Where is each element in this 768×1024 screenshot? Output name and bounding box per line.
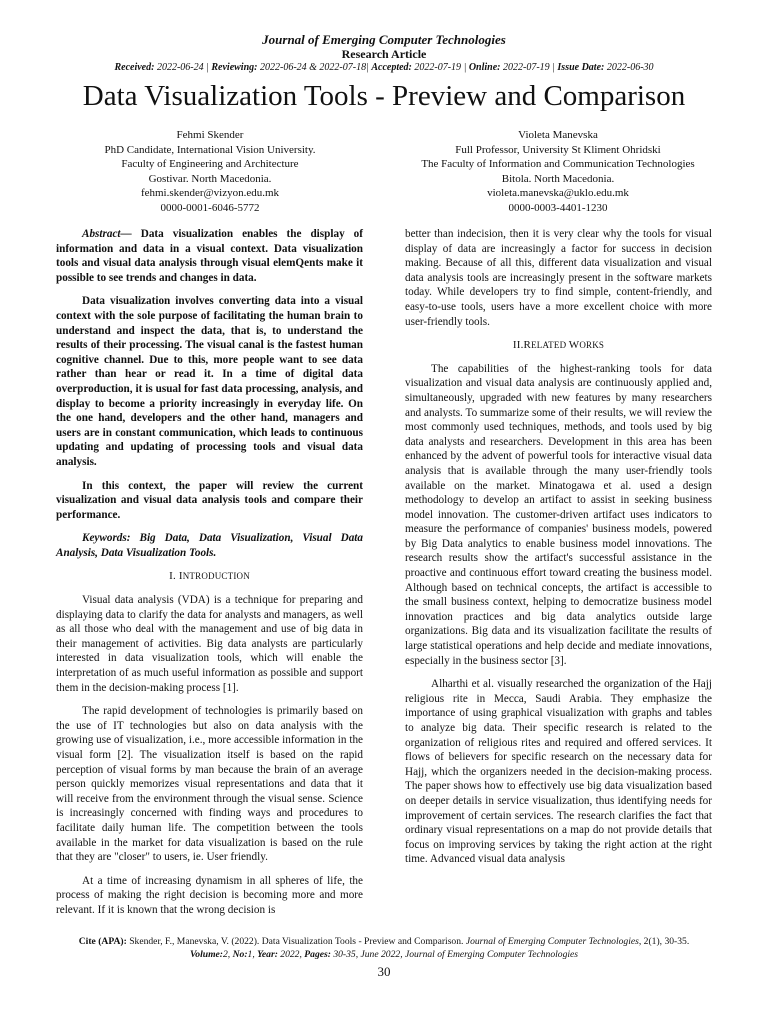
reviewing-label: Reviewing: <box>211 62 258 73</box>
article-dates <box>0 62 768 73</box>
section-number: II.R <box>512 339 532 352</box>
year-value: 2022, <box>277 949 305 960</box>
volume-value: 2, <box>223 949 233 960</box>
date-separator: | <box>463 62 467 73</box>
citation-line <box>0 936 768 947</box>
section-title: NTRODUCTION <box>182 571 250 582</box>
section-title: W <box>568 339 580 352</box>
date-separator: | <box>206 62 209 73</box>
left-column <box>56 227 363 927</box>
author-email: fehmi.skender@vizyon.edu.mk <box>140 187 280 199</box>
author-block-1 <box>45 128 375 215</box>
cite-text: Skender, F., Manevska, V. (2022). Data Visualization Tools - Preview and Comparison. <box>126 936 466 947</box>
cite-label: Cite (APA): <box>78 936 127 947</box>
footer-journal: Journal of Emerging Computer Technologies <box>405 949 579 960</box>
issue-label: Issue Date: <box>557 62 605 73</box>
author-location: Bitola. North Macedonia. <box>501 172 615 185</box>
abstract-lead: Abstract— <box>82 228 132 240</box>
author-faculty: Faculty of Engineering and Architecture <box>121 158 299 170</box>
issue-date: 2022-06-30 <box>606 62 654 73</box>
reviewing-date: 2022-06-24 & 2022-07-18 <box>259 62 367 73</box>
author-orcid: 0000-0003-4401-1230 <box>508 201 608 214</box>
author-email: violeta.manevska@uklo.edu.mk <box>487 187 629 199</box>
section-number: I. I <box>169 570 183 583</box>
abstract-paragraph <box>56 227 363 285</box>
body-paragraph: The rapid development of technologies is primarily based on the use of IT technologies but also on data analysis with the growing use of visualization, i.e., more accessible information in the visual form [2]. The visualization itself is based on the rapid perception of visual forms by man because the brain of an average person quickly memorizes visual representations and data that it will receive from the environment through the visual sense. Science is increasingly concerned with finding ways and procedures to facilitate daily human life. The competition between the tools available in the market for data visualization is based on the rule that they are "closer" to users, ie. User friendly. <box>56 705 363 864</box>
author-name: Fehmi Skender <box>176 129 244 141</box>
body-paragraph: The capabilities of the highest-ranking tools for data visualization and visual data analysis are continuously applied and, simultaneously, upgraded with new features by many researchers and analysts. To summarize some of their results, we will review the most commonly used techniques, methods, and tools used by big data analysts and researchers. Development in this area has been enhanced by the advent of powerful tools for interactive visual data analysis that is available through the many user-friendly tools available on the market. Minatogawa et al. used a design methodology to develop an artifact to assist in seeking business model innovation. The customer-driven artifact uses indicators to measure the performance of companies' business models, powered by Big Data analytics to enable business model innovations. The research results show the artifact's successful assistance in the proactive and continuous effort toward creating the business model. Although based on technical concepts, the artifact is accessible to the small business context, helping to democratize business model innovation practices and big data analytics outside large organizations. Big data and its visualization facilitate the results of large statistical operations and help decide and mediate innovations, especially in the business sector [3]. <box>405 362 712 667</box>
accepted-label: Accepted: <box>371 62 412 73</box>
pages-value: 30-35, June 2022, <box>330 949 405 960</box>
keywords: Keywords: Big Data, Data Visualization, Visual Data Analysis, Data Visualization Tools. <box>56 532 363 559</box>
body-paragraph: better than indecision, then it is very clear why the tools for visual display of data are increasingly a factor for success in decision making. Because of all this, different data visualization and visual data analysis tools are increasingly present in the software markets today. While developers try to find simple, content-friendly, and easy-to-use tools, users have a more excellent choice with more user-friendly tools. <box>405 228 712 328</box>
cite-journal: Journal of Emerging Computer Technologies <box>465 936 639 947</box>
abstract-paragraph-2: Data visualization involves converting data into a visual context with the sole purpose of facilitating the human brain to understand and inspect the data, that is, to understand the results of their processing. The visual canal is the fastest human cognitive channel. Due to this, more people want to see data rather than hear or read it. In a time of digital data overproduction, it is usual for fast data processing, analysis, and display to become a priority increasingly in everyday life. On the one hand, developers and the other hand, managers and users are in constant communication, which leads to continuous updating and updating of processing tools and visual data analysis. <box>56 295 363 468</box>
number-value: 1, <box>247 949 258 960</box>
year-label: Year: <box>257 949 278 960</box>
abstract-paragraph-3: In this context, the paper will review the current visualization and visual data analysis tools and compare their performance. <box>56 479 363 521</box>
abstract-text: Data visualization enables the display of information and data in a visual context. Data visualization tools and visual data analysis through visual elemQents make it possible to see trends and changes in data. <box>56 228 363 284</box>
date-separator: | <box>366 62 369 73</box>
author-faculty: The Faculty of Information and Communication Technologies <box>421 158 695 170</box>
page-number: 30 <box>377 964 391 979</box>
author-position: Full Professor, University St Kliment Ohridski <box>455 143 661 156</box>
right-column <box>405 227 712 876</box>
date-separator: | <box>552 62 555 73</box>
journal-name: Journal of Emerging Computer Technologies <box>262 32 506 47</box>
author-name: Violeta Manevska <box>518 129 598 141</box>
volume-label: Volume: <box>189 949 223 960</box>
author-position: PhD Candidate, International Vision University. <box>104 143 316 156</box>
cite-tail: , 2(1), 30-35. <box>638 936 690 947</box>
author-location: Gostivar. North Macedonia. <box>148 172 272 185</box>
received-date: 2022-06-24 <box>156 62 204 73</box>
pages-label: Pages: <box>304 949 331 960</box>
received-label: Received: <box>114 62 155 73</box>
volume-line <box>0 949 768 960</box>
author-orcid: 0000-0001-6046-5772 <box>160 201 260 214</box>
section-title: ORKS <box>579 340 605 351</box>
body-paragraph: At a time of increasing dynamism in all spheres of life, the process of making the right decision is becoming more and more relevant. If it is known that the wrong decision is <box>56 874 363 916</box>
article-type: Research Article <box>341 47 427 61</box>
accepted-date: 2022-07-19 <box>414 62 462 73</box>
author-block-2 <box>393 128 723 215</box>
body-paragraph: Visual data analysis (VDA) is a technique for preparing and displaying data to clarify the data for analysts and managers, as well as all those who deal with the management and use of big data in their management of activities. Big data analysts are particularly interested in data visualization tools, which will enable the interpretation of as much useful information as possible and support them in the decision-making process [1]. <box>56 594 363 694</box>
section-title: ELATED <box>531 340 569 351</box>
number-label: No: <box>232 949 248 960</box>
online-label: Online: <box>468 62 501 73</box>
body-paragraph: Alharthi et al. visually researched the organization of the Hajj religious rite in Mecca, Saudi Arabia. They emphasize the importance of using graphical visualization with graphs and tables to analyze big data. Their specific research is related to the organization of religious rites and required and offered services. It flows of believers for specific research on the necessary data for Hajj, which the organizers needed in the decision-making process. The paper shows how to effectively use big data visualization based on deeper details in service visualization, thus identifying needs for improvement of certain services. The research clarifies the fact that ordinary visual representations on a map do not provide details that focus on improving services by taking the right action at the right time. Advanced visual data analysis <box>405 678 712 866</box>
online-date: 2022-07-19 <box>502 62 550 73</box>
section-heading-related-works <box>405 338 712 353</box>
paper-title: Data Visualization Tools - Preview and Comparison <box>82 80 686 112</box>
section-heading-introduction <box>56 569 363 584</box>
